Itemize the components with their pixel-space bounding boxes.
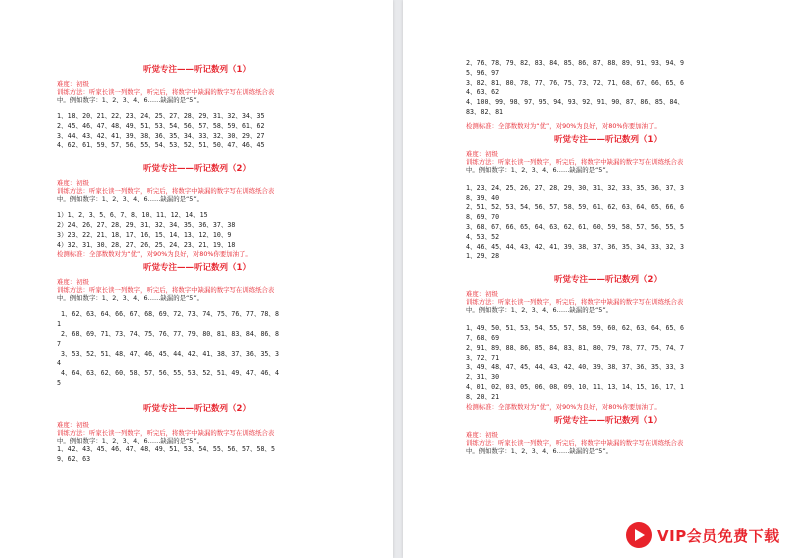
- number-row: 2）24、26、27、28、29、31、32、34、35、36、37、38: [57, 220, 236, 229]
- number-row: 1、23、24、25、26、27、28、29、30、31、32、33、35、36、37、3 8、39、40: [466, 183, 684, 202]
- difficulty-label: 难度：初级: [57, 278, 89, 287]
- number-row: 2、76、78、79、82、83、84、85、86、87、88、89、91、93、94、9 5、96、97: [466, 59, 684, 77]
- page-left-content: [57, 64, 337, 464]
- difficulty-label: 难度：初级: [466, 149, 498, 158]
- example-text: 中。例如数字：1、2、3、4、6……缺漏的是“5”。: [57, 195, 204, 204]
- section-title: 听觉专注——听记数列（2）: [143, 164, 251, 175]
- evaluation-criteria: 检测标准：全部数数对为“优”，对90%为良好，对80%你要加油了。: [466, 121, 661, 130]
- number-row: 3、44、43、42、41、39、38、36、35、34、33、32、30、29、27: [57, 131, 265, 140]
- vip-download-watermark[interactable]: [626, 520, 791, 550]
- evaluation-criteria: 检测标准：全部数数对为“优”，对90%为良好，对80%你要加油了。: [57, 250, 252, 259]
- number-row: 1、42、43、45、46、47、48、49、51、53、54、55、56、57、58、5 9、62、63: [57, 444, 275, 463]
- method-text: 训练方法：听家长读一列数字，听完后，将数字中缺漏的数字写在训练纸合表: [57, 286, 275, 295]
- number-row: 4、64、63、62、60、58、57、56、55、53、52、51、49、47、46、4 5: [57, 369, 279, 387]
- section-title: 听觉专注——听记数列（1）: [554, 134, 662, 145]
- number-row: 3、82、81、80、78、77、76、75、73、72、71、68、67、66、65、6 4、63、62: [466, 78, 684, 97]
- number-row: 1、49、50、51、53、54、55、57、58、59、60、62、63、64、65、6 7、68、69: [466, 324, 684, 342]
- evaluation-criteria: 检测标准：全部数数对为“优”，对90%为良好，对80%你要加油了。: [466, 402, 661, 411]
- section-title: 听觉专注——听记数列（1）: [554, 415, 662, 426]
- method-text: 训练方法：听家长读一列数字，听完后，将数字中缺漏的数字写在训练纸合表: [57, 88, 275, 96]
- difficulty-label: 难度：初级: [57, 420, 89, 429]
- method-text: 训练方法：听家长读一列数字，听完后，将数字中缺漏的数字写在训练纸合表: [466, 157, 684, 166]
- example-text: 中。例如数字：1、2、3、4、6……缺漏的是“5”。: [466, 165, 613, 174]
- page-right-content: [466, 59, 750, 455]
- example-text: 中。例如数字：1、2、3、4、6……缺漏的是“5”。: [466, 306, 613, 315]
- number-row: 4）32、31、30、28、27、26、25、24、23、21、19、18: [57, 240, 236, 249]
- method-text: 训练方法：听家长读一列数字，听完后，将数字中缺漏的数字写在训练纸合表: [466, 298, 684, 307]
- number-row: 3）23、22、21、18、17、16、15、14、13、12、10、9: [57, 230, 232, 239]
- section-title: 听觉专注——听记数列（1）: [143, 65, 251, 75]
- document-page-left: [0, 0, 393, 558]
- example-text: 中。例如数字：1、2、3、4、6……缺漏的是“5”。: [57, 96, 204, 104]
- number-row: 4、62、61、59、57、56、55、54、53、52、51、50、47、46、45: [57, 141, 265, 150]
- section-title: 听觉专注——听记数列（2）: [143, 403, 251, 414]
- section-title: 听觉专注——听记数列（2）: [554, 275, 662, 286]
- difficulty-label: 难度：初级: [466, 290, 498, 299]
- example-text: 中。例如数字：1、2、3、4、6……缺漏的是“5”。: [57, 294, 204, 303]
- number-row: 2、51、52、53、54、56、57、58、59、61、62、63、64、65、66、6 8、69、70: [466, 203, 684, 222]
- section-title: 听觉专注——听记数列（1）: [143, 263, 251, 274]
- number-row: 2、45、46、47、48、49、51、53、54、56、57、58、59、61、62: [57, 121, 265, 130]
- method-text: 训练方法：听家长读一列数字，听完后，将数字中缺漏的数字写在训练纸合表: [57, 428, 275, 437]
- difficulty-label: 难度：初级: [57, 80, 89, 88]
- example-text: 中。例如数字：1、2、3、4、6……缺漏的是“5”。: [466, 446, 613, 455]
- watermark-text: VIP会员免费下载: [657, 526, 780, 545]
- number-row: 3、49、48、47、45、44、43、42、40、39、38、37、36、35、33、3 2、31、30: [466, 363, 684, 382]
- example-text: 中。例如数字：1、2、3、4、6……缺漏的是“5”。: [57, 436, 204, 445]
- number-row: 4、01、02、03、05、06、08、09、10、11、13、14、15、16、17、1 8、20、21: [466, 382, 684, 401]
- number-row: 2、91、89、88、86、85、84、83、81、80、79、78、77、75、74、7 3、72、71: [466, 343, 684, 362]
- number-row: 4、46、45、44、43、42、41、39、38、37、36、35、34、33、32、3 1、29、28: [466, 242, 684, 261]
- method-text: 训练方法：听家长读一列数字，听完后，将数字中缺漏的数字写在训练纸合表: [466, 438, 684, 447]
- method-text: 训练方法：听家长读一列数字，听完后，将数字中缺漏的数字写在训练纸合表: [57, 187, 275, 196]
- number-row: 3、68、67、66、65、64、63、62、61、60、59、58、57、56、55、5 4、53、52: [466, 222, 684, 241]
- difficulty-label: 难度：初级: [466, 430, 498, 439]
- play-icon: [626, 522, 652, 548]
- number-row: 1）1、2、3、5、6、7、8、10、11、12、14、15: [57, 211, 208, 220]
- document-page-right: [403, 0, 797, 558]
- number-row: 1、18、20、21、22、23、24、25、27、28、29、31、32、34、35: [57, 112, 265, 120]
- difficulty-label: 难度：初级: [57, 179, 89, 188]
- number-row: 1、62、63、64、66、67、68、69、72、73、74、75、76、77、78、8 1: [57, 310, 279, 329]
- number-row: 4、100、99、98、97、95、94、93、92、91、90、87、86、85、84、 83、82、81: [466, 98, 684, 116]
- number-row: 3、53、52、51、48、47、46、45、44、42、41、38、37、36、35、3 4: [57, 349, 279, 368]
- number-row: 2、68、69、71、73、74、75、76、77、79、80、81、83、84、86、8 7: [57, 329, 279, 348]
